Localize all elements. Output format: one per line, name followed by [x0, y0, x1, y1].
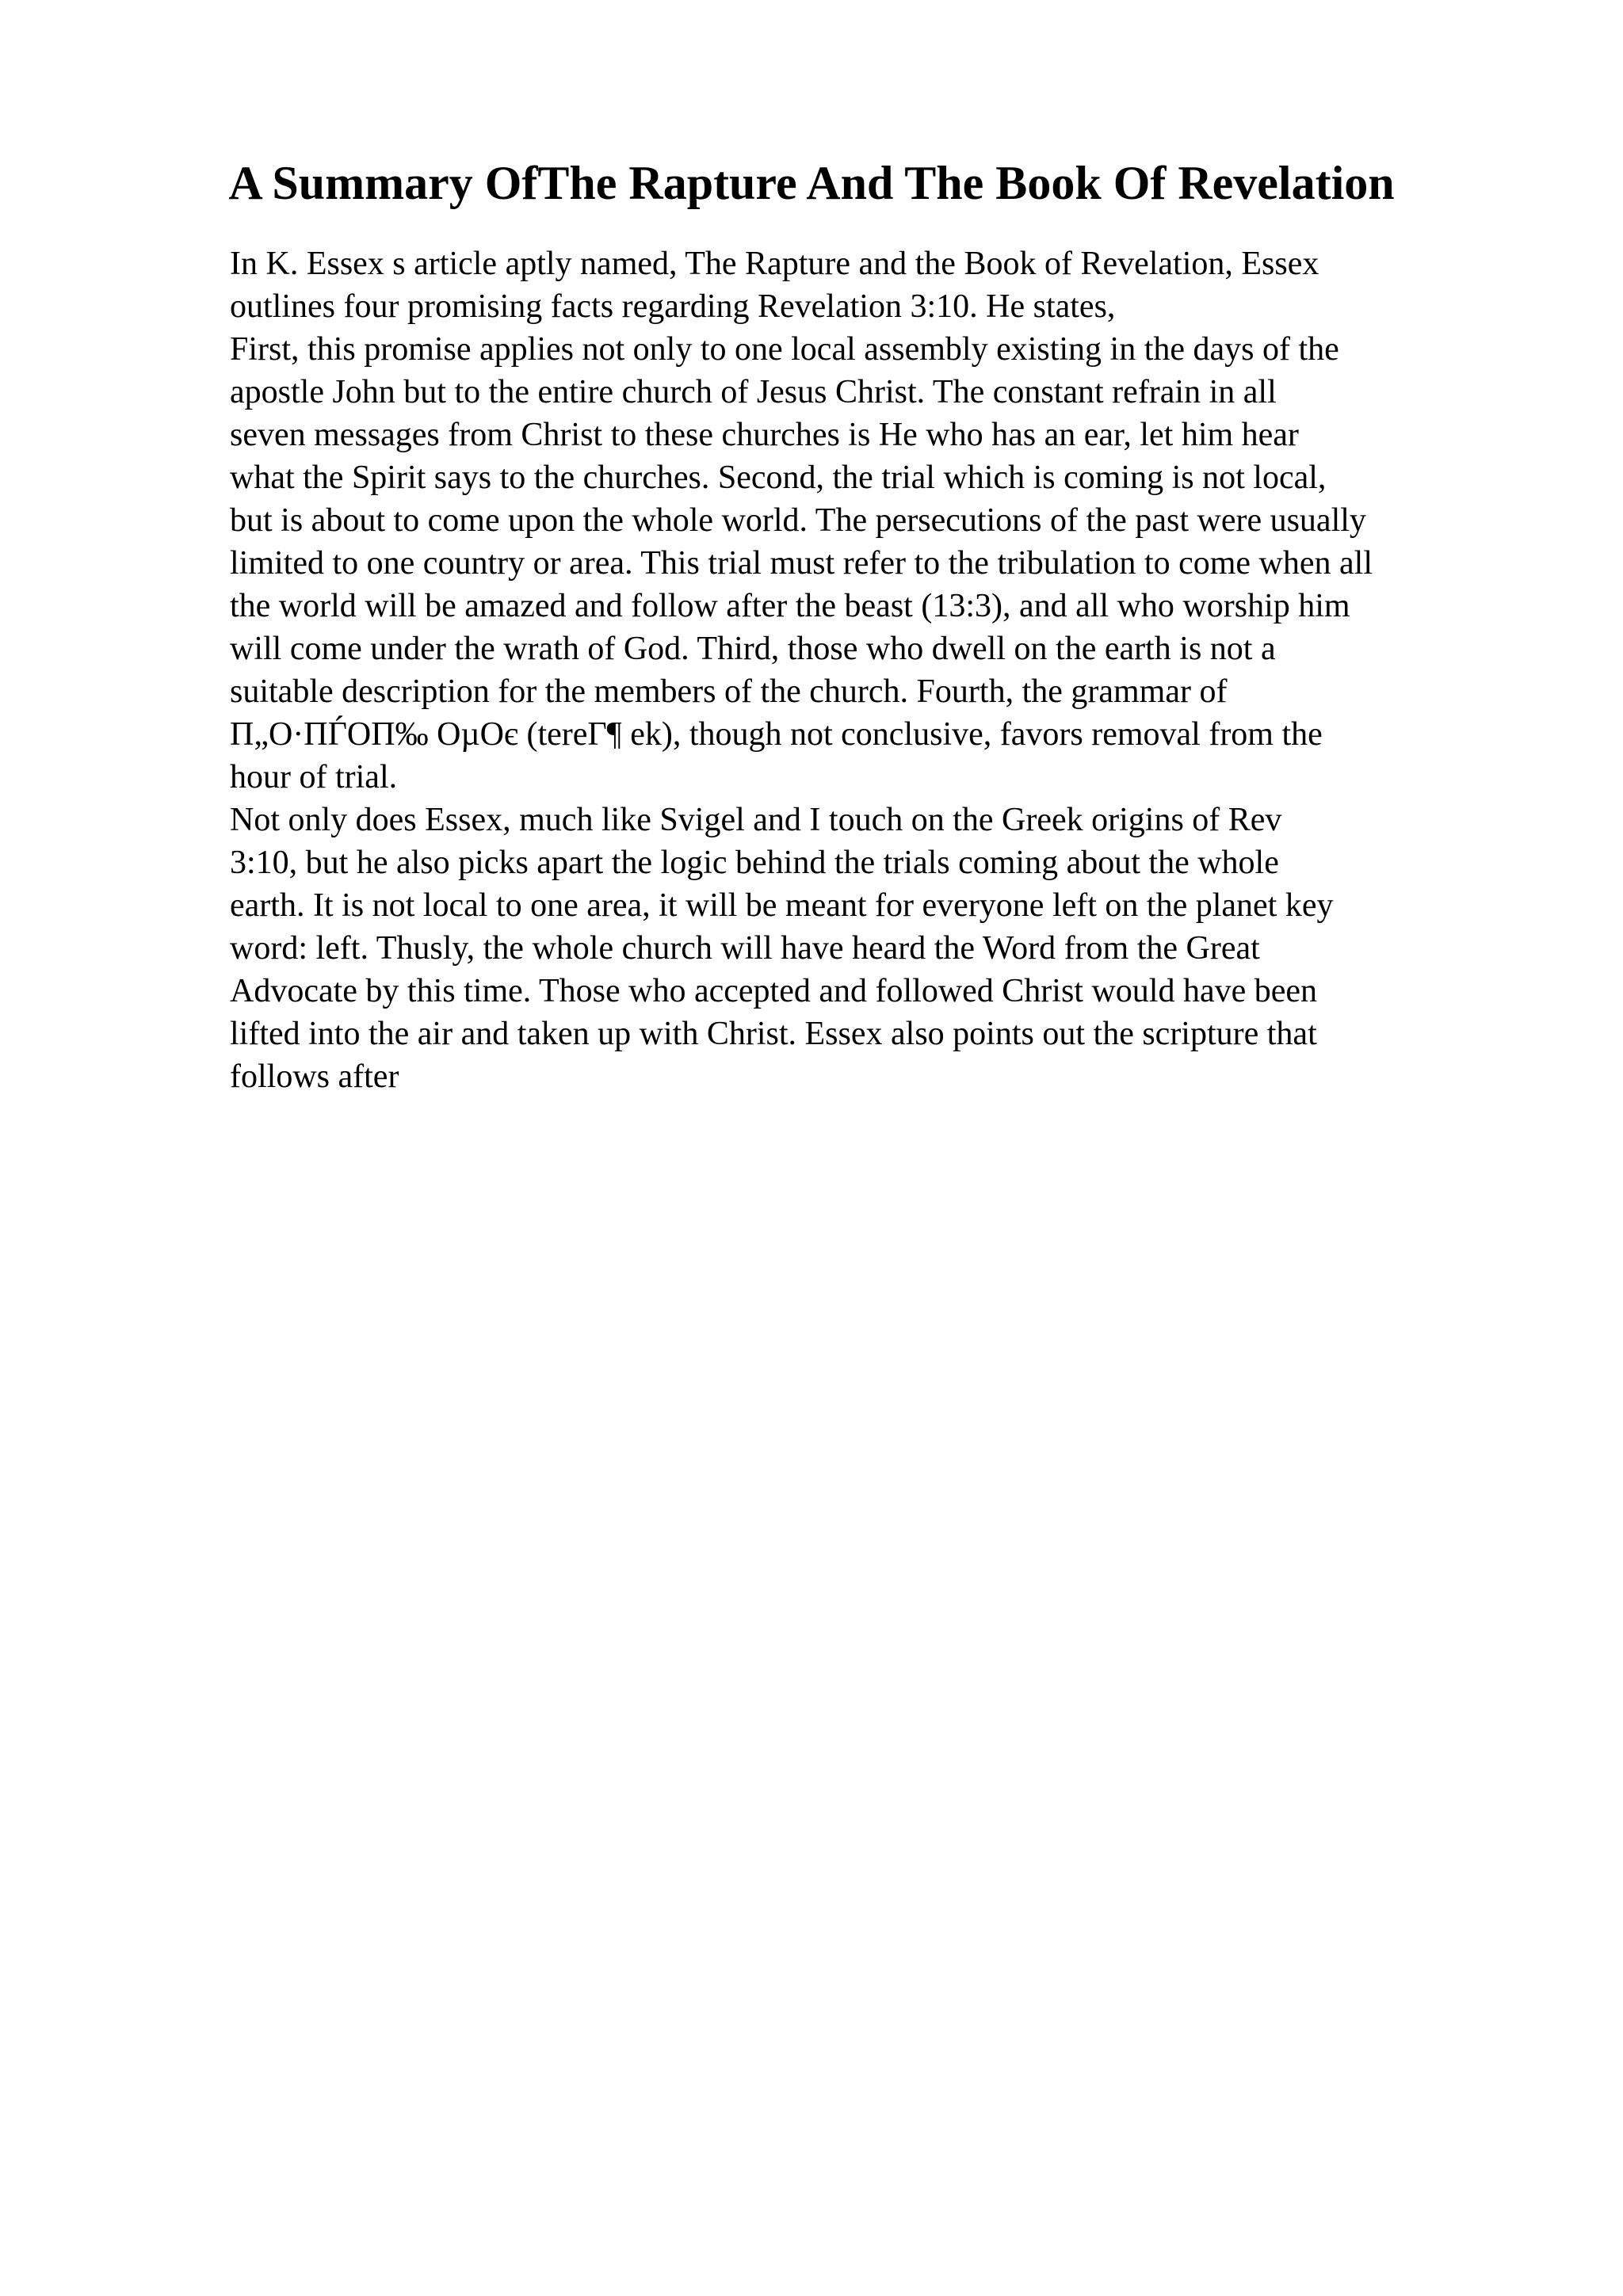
body-line: seven messages from Christ to these churches is He who has an ear, let him hear	[230, 417, 1299, 453]
body-line: In K. Essex s article aptly named, The Rapture and the Book of Revelation, Essex	[230, 246, 1319, 282]
body-line: suitable description for the members of the church. Fourth, the grammar of	[230, 673, 1228, 710]
body-line: lifted into the air and taken up with Christ. Essex also points out the scripture that	[230, 1016, 1317, 1052]
body-line: Advocate by this time. Those who accepted and followed Christ would have been	[230, 973, 1318, 1009]
document-body	[230, 242, 1514, 1098]
body-line: the world will be amazed and follow after the beast (13:3), and all who worship him	[230, 588, 1350, 624]
body-line: First, this promise applies not only to one local assembly existing in the days of the	[230, 331, 1339, 368]
body-line: will come under the wrath of God. Third, those who dwell on the earth is not a	[230, 631, 1276, 667]
body-line: apostle John but to the entire church of Jesus Christ. The constant refrain in all	[230, 374, 1277, 410]
body-line: limited to one country or area. This trial must refer to the tribulation to come when all	[230, 545, 1373, 582]
body-line: Not only does Essex, much like Svigel and I touch on the Greek origins of Rev	[230, 802, 1282, 838]
body-line: 3:10, but he also picks apart the logic behind the trials coming about the whole	[230, 845, 1279, 881]
body-line: but is about to come upon the whole world. The persecutions of the past were usually	[230, 502, 1366, 539]
document-title: A Summary OfThe Rapture And The Book Of Revelation	[228, 157, 1395, 209]
body-line: word: left. Thusly, the whole church will have heard the Word from the Great	[230, 930, 1260, 967]
body-line: follows after	[230, 1058, 399, 1095]
body-line: Π„Ο·ΠЃΟΠ‰ ΟµΟє (tereΓ¶ ek), though not conclusive, favors removal from the	[230, 716, 1323, 753]
body-line: hour of trial.	[230, 759, 398, 795]
body-line: outlines four promising facts regarding Revelation 3:10. He states,	[230, 288, 1116, 325]
body-line: earth. It is not local to one area, it will be meant for everyone left on the planet key	[230, 887, 1334, 924]
body-line: what the Spirit says to the churches. Second, the trial which is coming is not local,	[230, 460, 1327, 496]
